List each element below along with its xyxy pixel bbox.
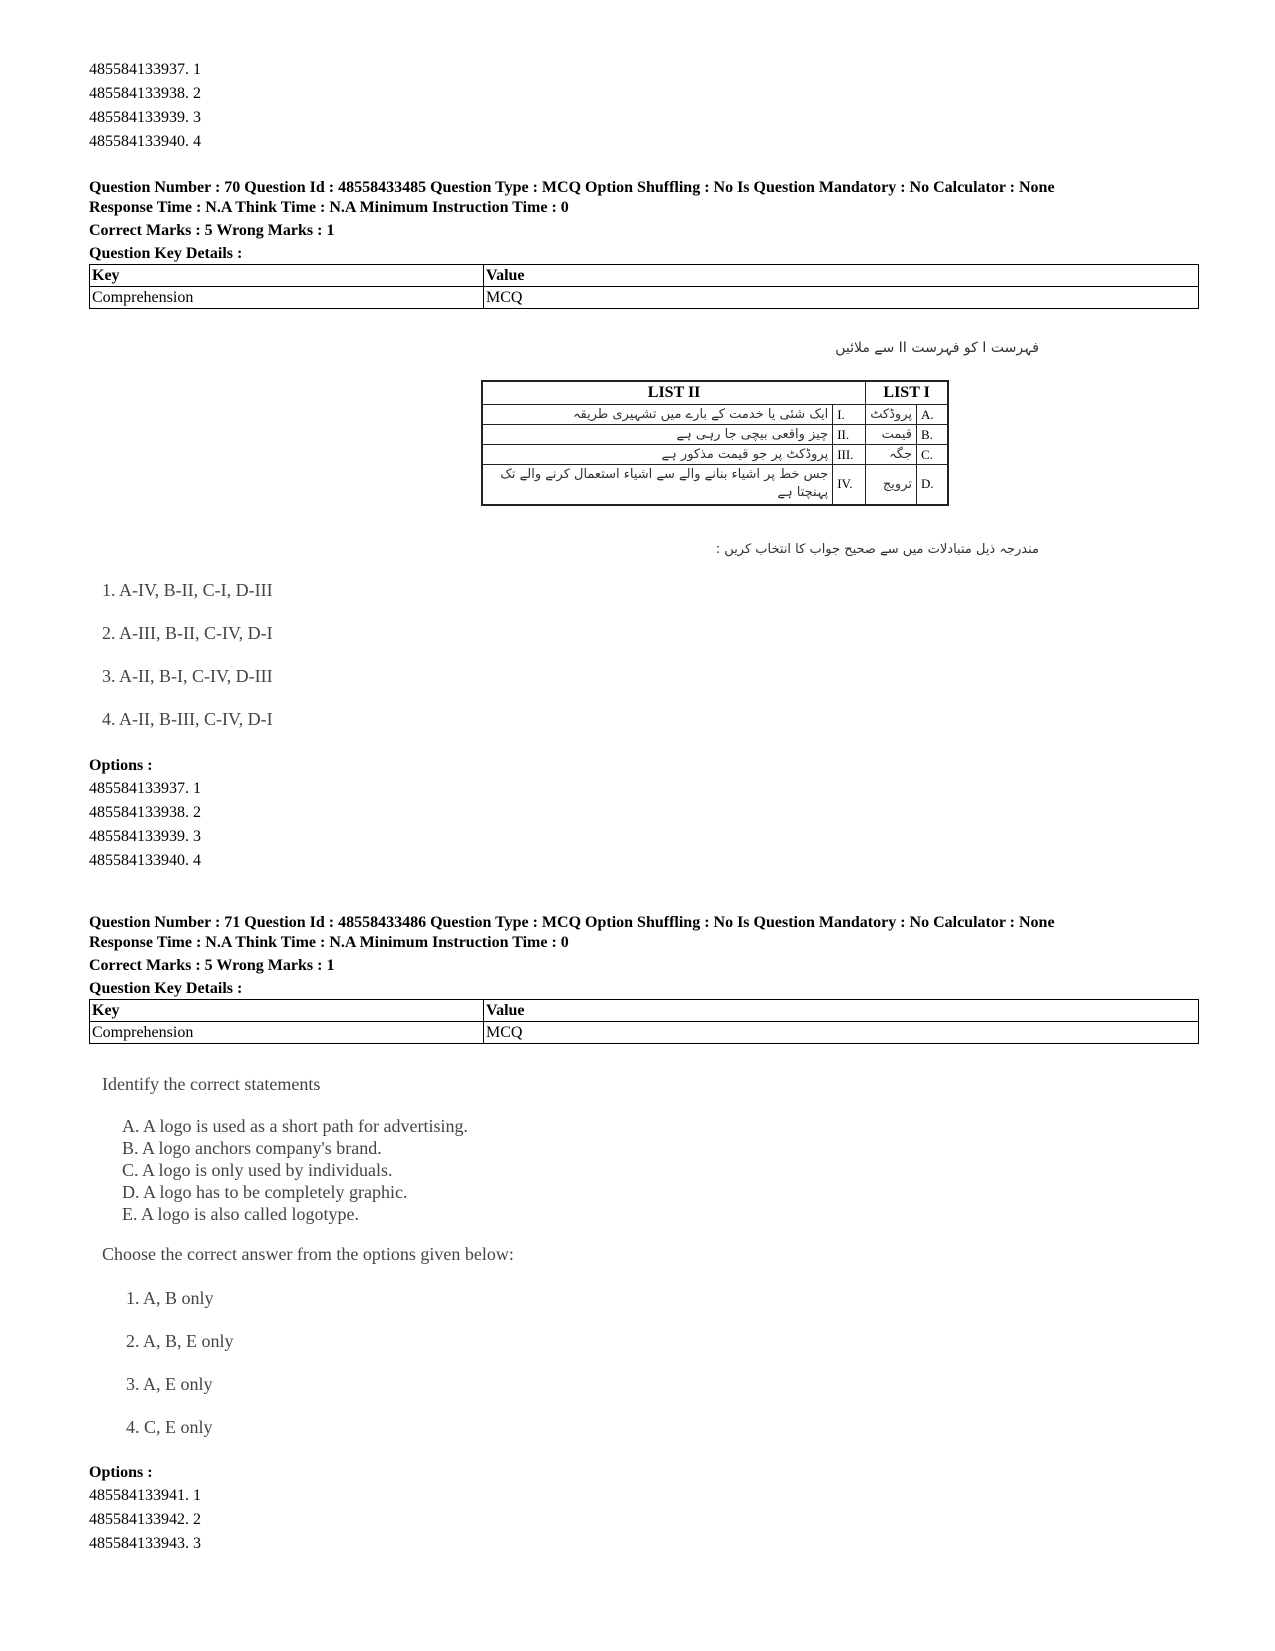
list-i-letter: A. bbox=[917, 405, 949, 425]
option-line: 485584133937. 1 bbox=[89, 780, 201, 797]
value-cell: MCQ bbox=[484, 287, 1199, 309]
option-line: 485584133940. 4 bbox=[89, 852, 201, 869]
option-line: 485584133941. 1 bbox=[89, 1487, 201, 1504]
previous-options-list bbox=[89, 58, 201, 154]
value-header: Value bbox=[484, 1000, 1199, 1022]
key-details-table bbox=[89, 999, 1199, 1044]
options-label: Options : bbox=[89, 1464, 153, 1481]
options-label: Options : bbox=[89, 757, 153, 774]
answer-choice: 2. A, B, E only bbox=[126, 1331, 234, 1351]
list-i-letter: D. bbox=[917, 465, 949, 505]
question-prompt: Identify the correct statements bbox=[102, 1074, 321, 1094]
key-details-table bbox=[89, 264, 1199, 309]
match-instruction: فہرست I کو فہرست II سے ملائیں bbox=[835, 340, 1039, 356]
answer-choice: 2. A-III, B-II, C-IV, D-I bbox=[102, 623, 273, 643]
option-line: 485584133937. 1 bbox=[89, 61, 201, 78]
value-header: Value bbox=[484, 265, 1199, 287]
answer-choice: 4. A-II, B-III, C-IV, D-I bbox=[102, 709, 273, 729]
list-i-item: پروڈکٹ bbox=[866, 405, 917, 425]
list-ii-header: LIST II bbox=[482, 381, 866, 405]
option-line: 485584133938. 2 bbox=[89, 85, 201, 102]
choose-instruction: Choose the correct answer from the options given below: bbox=[102, 1244, 514, 1264]
answer-choice: 3. A, E only bbox=[126, 1374, 213, 1394]
option-line: 485584133938. 2 bbox=[89, 804, 201, 821]
list-ii-item: جس خط پر اشیاء بنانے والے سے اشیاء استعمال کرنے والے تک پہنچتا ہے bbox=[482, 465, 833, 505]
list-ii-number: I. bbox=[833, 405, 866, 425]
match-table bbox=[481, 380, 949, 506]
option-line: 485584133940. 4 bbox=[89, 133, 201, 150]
marks-line: Correct Marks : 5 Wrong Marks : 1 bbox=[89, 222, 335, 239]
question-header-line2: Response Time : N.A Think Time : N.A Minimum Instruction Time : 0 bbox=[89, 199, 569, 216]
choose-instruction: مندرجہ ذیل متبادلات میں سے صحیح جواب کا انتخاب کریں : bbox=[715, 542, 1039, 557]
list-i-item: جگہ bbox=[866, 445, 917, 465]
answer-choice: 1. A-IV, B-II, C-I, D-III bbox=[102, 580, 273, 600]
value-cell: MCQ bbox=[484, 1022, 1199, 1044]
list-i-letter: C. bbox=[917, 445, 949, 465]
question-71-block bbox=[89, 913, 1199, 1044]
list-i-letter: B. bbox=[917, 425, 949, 445]
list-ii-item: پروڈکٹ پر جو قیمت مذکور ہے bbox=[482, 445, 833, 465]
options-section bbox=[89, 1462, 201, 1556]
key-cell: Comprehension bbox=[90, 1022, 484, 1044]
question-header-line1: Question Number : 70 Question Id : 48558433485 Question Type : MCQ Option Shuffling : No Is Question Mandatory : No Calculator : None bbox=[89, 179, 1055, 196]
marks-line: Correct Marks : 5 Wrong Marks : 1 bbox=[89, 957, 335, 974]
list-i-item: ترویج bbox=[866, 465, 917, 505]
statement: E. A logo is also called logotype. bbox=[122, 1204, 359, 1224]
list-ii-item: ایک شئی یا خدمت کے بارے میں تشہیری طریقہ bbox=[482, 405, 833, 425]
list-ii-number: II. bbox=[833, 425, 866, 445]
answer-choice: 4. C, E only bbox=[126, 1417, 213, 1437]
statement: D. A logo has to be completely graphic. bbox=[122, 1182, 408, 1202]
option-line: 485584133943. 3 bbox=[89, 1535, 201, 1552]
key-details-label: Question Key Details : bbox=[89, 980, 243, 997]
statement: A. A logo is used as a short path for advertising. bbox=[122, 1116, 468, 1136]
statements-list bbox=[122, 1115, 468, 1225]
answer-choice: 3. A-II, B-I, C-IV, D-III bbox=[102, 666, 273, 686]
question-header-line2: Response Time : N.A Think Time : N.A Minimum Instruction Time : 0 bbox=[89, 934, 569, 951]
options-section bbox=[89, 755, 201, 873]
option-line: 485584133942. 2 bbox=[89, 1511, 201, 1528]
question-header-line1: Question Number : 71 Question Id : 48558433486 Question Type : MCQ Option Shuffling : No Is Question Mandatory : No Calculator : None bbox=[89, 914, 1055, 931]
key-cell: Comprehension bbox=[90, 287, 484, 309]
list-i-header: LIST I bbox=[866, 381, 948, 405]
list-i-item: قیمت bbox=[866, 425, 917, 445]
list-ii-number: III. bbox=[833, 445, 866, 465]
key-details-label: Question Key Details : bbox=[89, 245, 243, 262]
list-ii-number: IV. bbox=[833, 465, 866, 505]
question-70-block bbox=[89, 178, 1199, 309]
answer-choice: 1. A, B only bbox=[126, 1288, 214, 1308]
option-line: 485584133939. 3 bbox=[89, 828, 201, 845]
list-ii-item: چیز واقعی بیچی جا رہی ہے bbox=[482, 425, 833, 445]
option-line: 485584133939. 3 bbox=[89, 109, 201, 126]
statement: B. A logo anchors company's brand. bbox=[122, 1138, 382, 1158]
key-header: Key bbox=[90, 1000, 484, 1022]
statement: C. A logo is only used by individuals. bbox=[122, 1160, 393, 1180]
key-header: Key bbox=[90, 265, 484, 287]
